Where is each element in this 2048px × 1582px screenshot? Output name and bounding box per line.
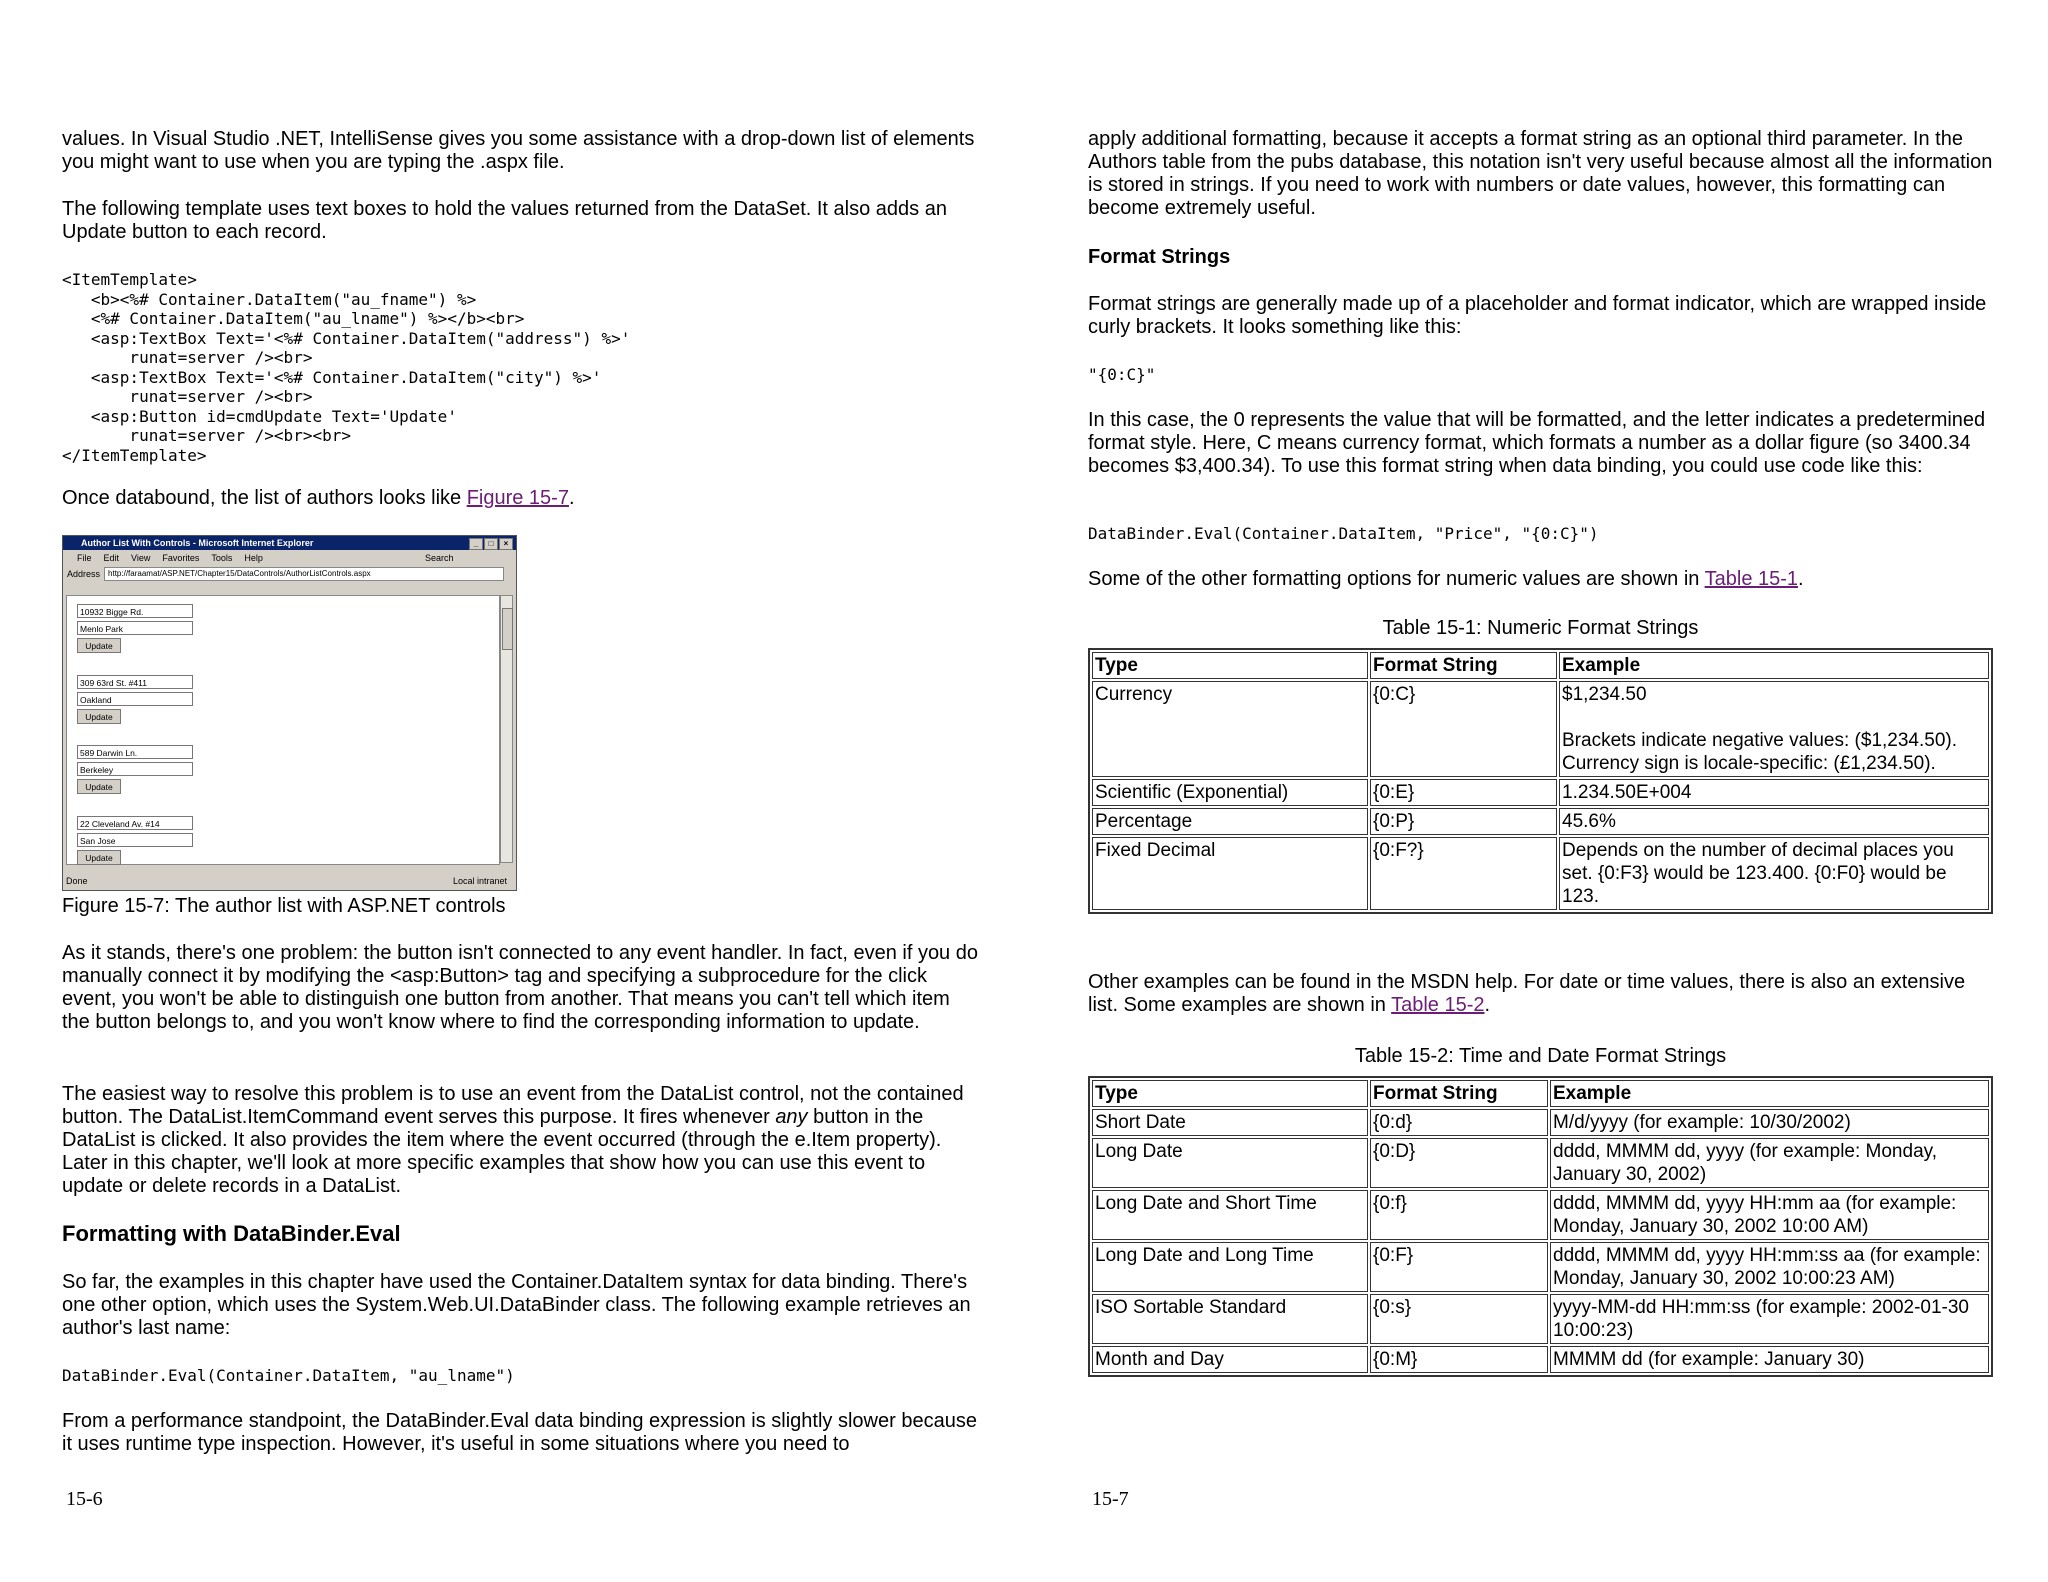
table-cell: Depends on the number of decimal places you set. {0:F3} would be 123.400. {0:F0} would be 123. (1559, 837, 1989, 910)
table-caption: Table 15-2: Time and Date Format Strings (1354, 1045, 1727, 1067)
table-cell: {0:E} (1370, 779, 1557, 806)
section-heading: Format Strings (1088, 246, 1231, 268)
table-row (1092, 837, 1989, 910)
table-cell: {0:F?} (1370, 837, 1557, 910)
code-block: DataBinder.Eval(Container.DataItem, "Price", "{0:C}") (1088, 524, 1599, 543)
paragraph: Format strings are generally made up of a placeholder and format indicator, which are wrapped inside curly brackets. It looks something like this: (1088, 293, 1987, 338)
update-button: Update (77, 779, 121, 794)
city-textbox: Menlo Park (77, 621, 193, 635)
table-cell: $1,234.50 Brackets indicate negative values: ($1,234.50). Currency sign is locale-specific: (£1,234.50). (1559, 681, 1989, 777)
menu-item: File (77, 553, 92, 563)
maximize-icon: □ (484, 538, 498, 550)
table-row (1092, 681, 1989, 777)
paragraph: So far, the examples in this chapter have used the Container.DataItem syntax for data binding. There's one other option, which uses the System.Web.UI.DataBinder class. The following example retrieves an author's last name: (62, 1271, 971, 1339)
table-cell: dddd, MMMM dd, yyyy HH:mm:ss aa (for example: Monday, January 30, 2002 10:00:23 AM) (1550, 1242, 1989, 1292)
search-button: Search (424, 553, 454, 563)
table-cell: Currency (1092, 681, 1368, 777)
status-left: Done (66, 876, 88, 886)
menu-item: View (131, 553, 151, 563)
browser-screenshot-figure (62, 535, 517, 891)
table-link[interactable]: Table 15-2 (1391, 994, 1485, 1016)
code-block: "{0:C}" (1088, 365, 1156, 384)
table-cell: Long Date and Short Time (1092, 1190, 1368, 1240)
record (77, 816, 193, 865)
menu-bar (63, 550, 516, 566)
update-button: Update (77, 638, 121, 653)
header-cell: Type (1092, 1080, 1368, 1107)
table-cell: {0:M} (1370, 1346, 1548, 1373)
header-cell: Type (1092, 652, 1368, 679)
table-header-row (1092, 652, 1989, 679)
address-field: http://faraamat/ASP.NET/Chapter15/DataControls/AuthorListControls.aspx (104, 567, 504, 581)
address-textbox: 309 63rd St. #411 (77, 675, 193, 689)
record (77, 604, 193, 653)
record (77, 675, 193, 724)
menu-item: Help (244, 553, 263, 563)
address-bar: Address http://faraamat/ASP.NET/Chapter15/DataControls/AuthorListControls.aspx (63, 566, 516, 582)
table-cell: Fixed Decimal (1092, 837, 1368, 910)
table-row (1092, 779, 1989, 806)
table-cell: Short Date (1092, 1109, 1368, 1136)
code-block: <ItemTemplate> <b><%# Container.DataItem("au_fname") %> <%# Container.DataItem("au_lname") %></b><br> <asp:TextBox Text='<%# Container.DataItem("address") %>' runat=server /><br> <asp:TextBox Text='<%# Container.DataItem("city") %>' runat=server /><br> <asp:Button id=cmdUpdate Text='Update' runat=server /><br><br> </ItemTemplate> (62, 270, 631, 465)
table-cell: ISO Sortable Standard (1092, 1294, 1368, 1344)
numeric-format-table (1088, 648, 1993, 914)
table-caption: Table 15-1: Numeric Format Strings (1382, 617, 1699, 639)
paragraph: The easiest way to resolve this problem is to use an event from the DataList control, not the contained button. The DataList.ItemCommand event serves this purpose. It fires whenever any button in the DataList is clicked. It also provides the item where the event occurred (through the e.Item property). Later in this chapter, we'll look at more specific examples that show how you can use this event to update or delete records in a DataList. (62, 1083, 964, 1197)
right-page (1088, 0, 1993, 1582)
date-format-table (1088, 1076, 1993, 1377)
city-textbox: Oakland (77, 692, 193, 706)
table-cell: Percentage (1092, 808, 1368, 835)
table-row (1092, 808, 1989, 835)
section-heading: Formatting with DataBinder.Eval (62, 1221, 401, 1246)
menu-item: Favorites (162, 553, 200, 563)
paragraph: Some of the other formatting options for numeric values are shown in Table 15-1. (1088, 568, 1804, 590)
figure-link[interactable]: Figure 15-7 (466, 487, 569, 509)
paragraph: The following template uses text boxes to hold the values returned from the DataSet. It also adds an Update button to each record. (62, 198, 947, 243)
record (77, 745, 193, 794)
status-bar (66, 874, 513, 888)
page-number: 15-7 (1092, 1488, 1129, 1510)
address-textbox: 10932 Bigge Rd. (77, 604, 193, 618)
paragraph: values. In Visual Studio .NET, IntelliSense gives you some assistance with a drop-down list of elements you might want to use when you are typing the .aspx file. (62, 128, 975, 173)
table-cell: yyyy-MM-dd HH:mm:ss (for example: 2002-01-30 10:00:23) (1550, 1294, 1989, 1344)
city-textbox: Berkeley (77, 762, 193, 776)
close-icon: × (499, 538, 513, 550)
table-row (1092, 1242, 1989, 1292)
header-cell: Example (1550, 1080, 1989, 1107)
table-link[interactable]: Table 15-1 (1704, 568, 1799, 590)
address-textbox: 22 Cleveland Av. #14 (77, 816, 193, 830)
table-cell: {0:D} (1370, 1138, 1548, 1188)
table-cell: {0:d} (1370, 1109, 1548, 1136)
table-row (1092, 1294, 1989, 1344)
code-block: DataBinder.Eval(Container.DataItem, "au_lname") (62, 1366, 515, 1385)
update-button: Update (77, 709, 121, 724)
table-cell: 45.6% (1559, 808, 1989, 835)
minimize-icon: _ (469, 538, 483, 550)
header-cell: Format String (1370, 1080, 1548, 1107)
table-cell: {0:C} (1370, 681, 1557, 777)
table-cell: Long Date (1092, 1138, 1368, 1188)
table-cell: {0:f} (1370, 1190, 1548, 1240)
table-cell: 1.234.50E+004 (1559, 779, 1989, 806)
header-cell: Format String (1370, 652, 1557, 679)
scrollbar-thumb (502, 608, 513, 650)
update-button: Update (77, 850, 121, 865)
paragraph: Once databound, the list of authors looks like Figure 15-7. (62, 487, 575, 509)
scrollbar (500, 595, 513, 863)
header-cell: Example (1559, 652, 1989, 679)
table-row (1092, 1190, 1989, 1240)
status-right: Local intranet (452, 876, 507, 886)
table-row (1092, 1109, 1989, 1136)
table-row (1092, 1138, 1989, 1188)
table-cell: {0:s} (1370, 1294, 1548, 1344)
window-titlebar: Author List With Controls - Microsoft Internet Explorer _ □ × (63, 536, 516, 550)
left-page (62, 0, 982, 1582)
table-cell: dddd, MMMM dd, yyyy (for example: Monday, January 30, 2002) (1550, 1138, 1989, 1188)
paragraph: apply additional formatting, because it accepts a format string as an optional third parameter. In the Authors table from the pubs database, this notation isn't very useful because almost all the information is stored in strings. If you need to work with numbers or date values, however, this formatting can become extremely useful. (1088, 128, 1993, 219)
table-cell: {0:F} (1370, 1242, 1548, 1292)
table-header-row (1092, 1080, 1989, 1107)
page-content (66, 595, 500, 865)
menu-item: Tools (211, 553, 233, 563)
table-cell: {0:P} (1370, 808, 1557, 835)
table-cell: MMMM dd (for example: January 30) (1550, 1346, 1989, 1373)
paragraph: Other examples can be found in the MSDN help. For date or time values, there is also an extensive list. Some examples are shown in Table 15-2. (1088, 971, 1966, 1016)
city-textbox: San Jose (77, 833, 193, 847)
table-row (1092, 1346, 1989, 1373)
figure-caption: Figure 15-7: The author list with ASP.NET controls (62, 895, 506, 917)
address-textbox: 589 Darwin Ln. (77, 745, 193, 759)
menu-item: Edit (103, 553, 120, 563)
table-cell: dddd, MMMM dd, yyyy HH:mm aa (for example: Monday, January 30, 2002 10:00 AM) (1550, 1190, 1989, 1240)
paragraph: From a performance standpoint, the DataBinder.Eval data binding expression is slightly slower because it uses runtime type inspection. However, it's useful in some situations where you need to (62, 1410, 977, 1455)
table-cell: M/d/yyyy (for example: 10/30/2002) (1550, 1109, 1989, 1136)
page-number: 15-6 (66, 1488, 103, 1510)
table-cell: Scientific (Exponential) (1092, 779, 1368, 806)
paragraph: In this case, the 0 represents the value that will be formatted, and the letter indicates a predetermined format style. Here, C means currency format, which formats a number as a dollar figure (so 3400.34 becomes $3,400.34). To use this format string when data binding, you could use code like this: (1088, 409, 1986, 477)
table-cell: Long Date and Long Time (1092, 1242, 1368, 1292)
table-cell: Month and Day (1092, 1346, 1368, 1373)
paragraph: As it stands, there's one problem: the button isn't connected to any event handler. In fact, even if you do manually connect it by modifying the <asp:Button> tag and specifying a subprocedure for the click event, you won't be able to distinguish one button from another. That means you can't tell which item the button belongs to, and you won't know where to find the corresponding information to update. (62, 942, 978, 1033)
